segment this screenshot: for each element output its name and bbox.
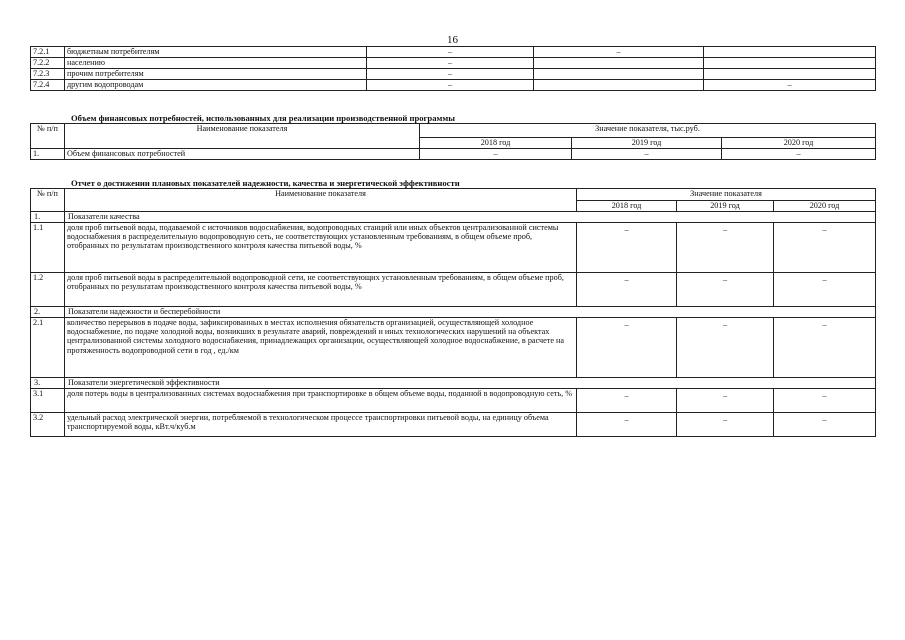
table-row bbox=[31, 58, 876, 69]
value-cell: – bbox=[677, 318, 774, 378]
row-number: 3.2 bbox=[31, 413, 65, 437]
table-row bbox=[31, 389, 876, 413]
row-number: 1. bbox=[31, 149, 65, 160]
value-cell: – bbox=[572, 149, 722, 160]
header-number: № п/п bbox=[31, 189, 65, 212]
table-row bbox=[31, 413, 876, 437]
value-cell: – bbox=[367, 47, 534, 58]
row-number: 7.2.2 bbox=[31, 58, 65, 69]
row-number: 1.2 bbox=[31, 273, 65, 307]
row-name: другим водопроводам bbox=[65, 80, 367, 91]
row-name: Объем финансовых потребностей bbox=[65, 149, 420, 160]
value-cell: – bbox=[534, 47, 704, 58]
row-name: прочим потребителям bbox=[65, 69, 367, 80]
value-cell: – bbox=[704, 80, 876, 91]
value-cell bbox=[704, 69, 876, 80]
row-number: 7.2.4 bbox=[31, 80, 65, 91]
header-year: 2019 год bbox=[677, 201, 774, 212]
value-cell bbox=[534, 80, 704, 91]
row-number: 1. bbox=[31, 212, 65, 223]
value-cell: – bbox=[577, 318, 677, 378]
table-row bbox=[31, 69, 876, 80]
row-name: доля проб питьевой воды, подаваемой с источников водоснабжения, водопроводных станций или иных объектов централизованной системы водоснабжения в распределительную водопроводную сеть, не соответствующих установленным требованиям, в общем объеме проб, отобранных по результатам производственного контроля качества питьевой воды, % bbox=[65, 223, 577, 273]
table-row bbox=[31, 223, 876, 273]
row-number: 2. bbox=[31, 307, 65, 318]
section-name: Показатели энергетической эффективности bbox=[65, 378, 876, 389]
row-number: 1.1 bbox=[31, 223, 65, 273]
financial-needs-table bbox=[30, 123, 876, 160]
row-name: количество перерывов в подаче воды, зафиксированных в местах исполнения обязательств организацией, осуществляющей холодное водоснабжение, по подаче холодной воды, возникших в результате аварий, повреждений и иных технологических нарушений на объектах централизованной системы холодного водоснабжения, принадлежащих организации, осуществляющей холодное водоснабжение, в расчете на протяженность водопроводной сети в год , ед./км bbox=[65, 318, 577, 378]
value-cell: – bbox=[677, 413, 774, 437]
section-title: Объем финансовых потребностей, использованных для реализации производственной программы bbox=[71, 113, 455, 123]
value-cell bbox=[704, 47, 876, 58]
value-cell: – bbox=[677, 273, 774, 307]
value-cell: – bbox=[677, 223, 774, 273]
value-cell: – bbox=[774, 223, 876, 273]
value-cell: – bbox=[367, 69, 534, 80]
table-row bbox=[31, 149, 876, 160]
section-title: Отчет о достижении плановых показателей надежности, качества и энергетической эффективности bbox=[71, 178, 460, 188]
value-cell bbox=[534, 69, 704, 80]
row-number: 7.2.3 bbox=[31, 69, 65, 80]
row-name: доля проб питьевой воды в распределительной водопроводной сети, не соответствующих установленным требованиям, в общем объеме проб, отобранных по результатам производственного контроля качества питьевой воды, % bbox=[65, 273, 577, 307]
section-row bbox=[31, 212, 876, 223]
header-year: 2020 год bbox=[722, 138, 876, 149]
value-cell: – bbox=[677, 389, 774, 413]
section-name: Показатели надежности и бесперебойности bbox=[65, 307, 876, 318]
header-number: № п/п bbox=[31, 124, 65, 149]
header-name: Наименование показателя bbox=[65, 124, 420, 149]
header-year: 2020 год bbox=[774, 201, 876, 212]
value-cell: – bbox=[367, 80, 534, 91]
section-row bbox=[31, 378, 876, 389]
continuation-table bbox=[30, 46, 876, 91]
table-row bbox=[31, 318, 876, 378]
value-cell: – bbox=[420, 149, 572, 160]
header-name: Наименование показателя bbox=[65, 189, 577, 212]
header-value: Значение показателя, тыс.руб. bbox=[420, 124, 876, 138]
section-row bbox=[31, 307, 876, 318]
header-year: 2018 год bbox=[420, 138, 572, 149]
value-cell: – bbox=[577, 389, 677, 413]
header-value: Значение показателя bbox=[577, 189, 876, 201]
value-cell: – bbox=[577, 223, 677, 273]
indicators-table bbox=[30, 188, 876, 437]
value-cell: – bbox=[577, 273, 677, 307]
page-number: 16 bbox=[447, 34, 458, 46]
row-number: 7.2.1 bbox=[31, 47, 65, 58]
row-name: бюджетным потребителям bbox=[65, 47, 367, 58]
row-name: удельный расход электрической энергии, потребляемой в технологическом процессе транспортировки питьевой воды, на единицу объема транспортируемой воды, кВт.ч/куб.м bbox=[65, 413, 577, 437]
table-row bbox=[31, 273, 876, 307]
value-cell: – bbox=[774, 413, 876, 437]
row-number: 2.1 bbox=[31, 318, 65, 378]
row-number: 3. bbox=[31, 378, 65, 389]
table-row bbox=[31, 80, 876, 91]
value-cell: – bbox=[367, 58, 534, 69]
value-cell: – bbox=[774, 318, 876, 378]
value-cell: – bbox=[774, 273, 876, 307]
value-cell: – bbox=[774, 389, 876, 413]
header-year: 2019 год bbox=[572, 138, 722, 149]
header-year: 2018 год bbox=[577, 201, 677, 212]
row-name: доля потерь воды в централизованных системах водоснабжения при транспортировке в общем объеме воды, поданной в водопроводную сеть, % bbox=[65, 389, 577, 413]
section-name: Показатели качества bbox=[65, 212, 876, 223]
value-cell bbox=[534, 58, 704, 69]
value-cell: – bbox=[577, 413, 677, 437]
row-number: 3.1 bbox=[31, 389, 65, 413]
table-row bbox=[31, 47, 876, 58]
value-cell: – bbox=[722, 149, 876, 160]
row-name: населению bbox=[65, 58, 367, 69]
value-cell bbox=[704, 58, 876, 69]
